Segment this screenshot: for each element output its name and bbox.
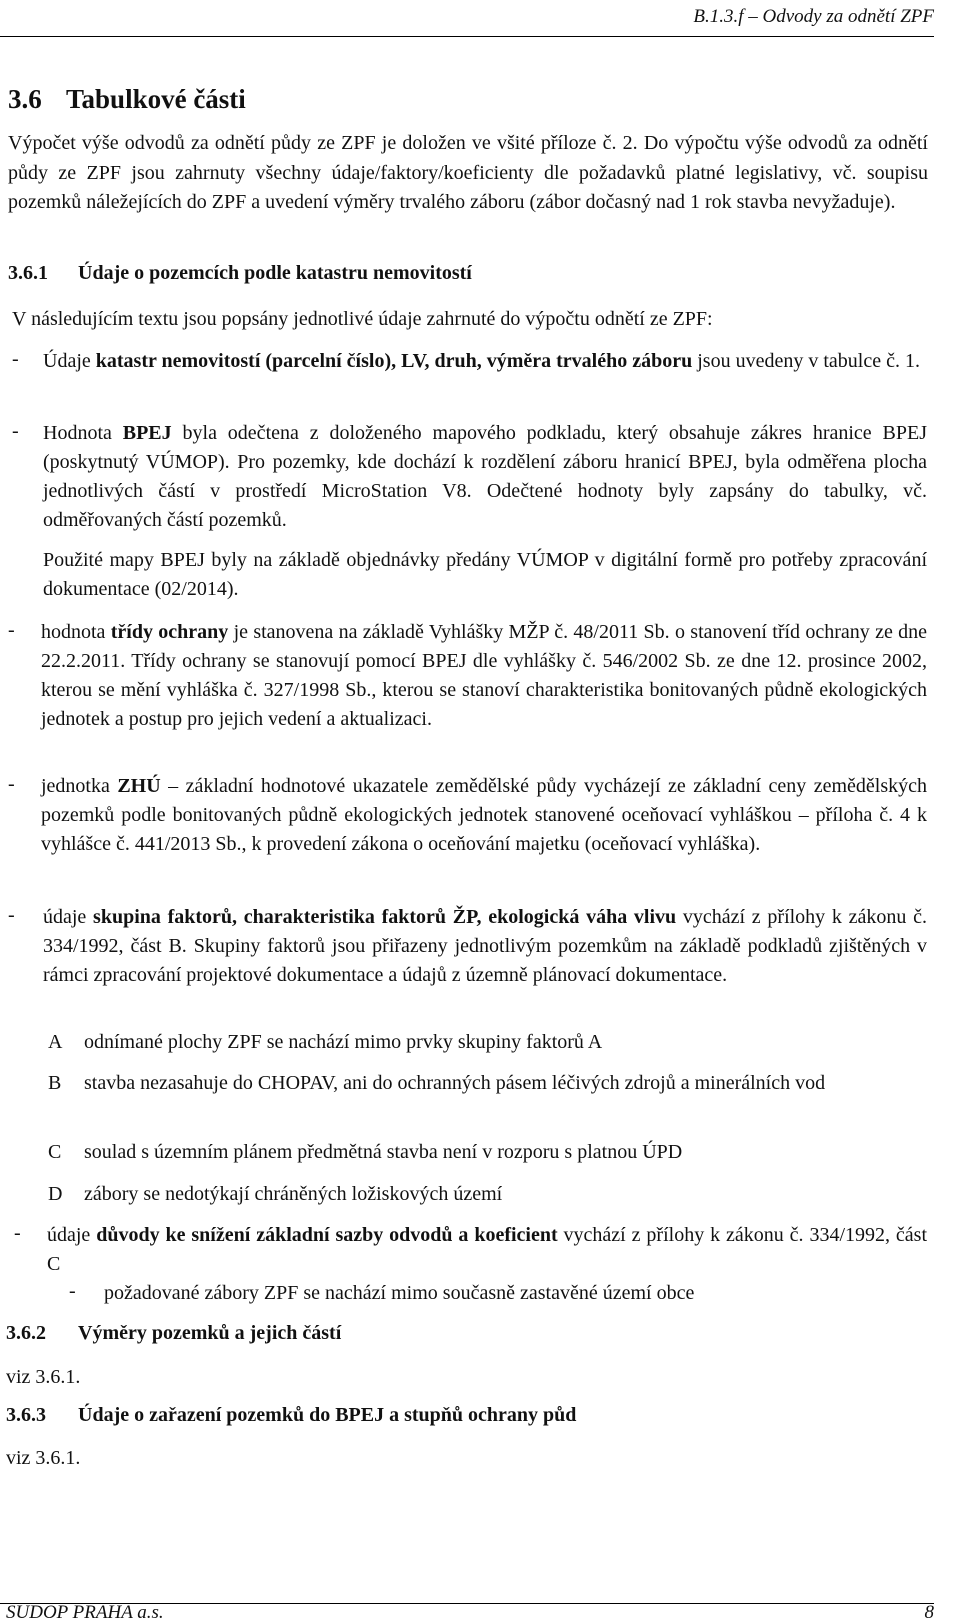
bullet-dash: - [8,773,15,795]
bullet-protection-class: hodnota třídy ochrany je stanovena na základě Vyhlášky MŽP č. 48/2011 Sb. o stanovení tříd ochrany ze dne 22.2.2011. Třídy ochrany se stanovují pomocí BPEJ dle vyhlášky č. 546/2002 Sb. ze dne 12. prosince 2002, kterou se mění vyhláška č. 327/1998 Sb., kterou se stanoví charakteristika bonitovaných půdně ekologických jednotek a postup pro jejich vedení a aktualizaci. [41,621,928,730]
bullet-dash: - [8,619,15,641]
factor-letter: C [48,1141,62,1163]
bullet-dash: - [14,1222,21,1244]
factor-text: stavba nezasahuje do CHOPAV, ani do ochranných pásem léčivých zdrojů a minerálních vod [84,1072,826,1094]
subsection-title: Údaje o pozemcích podle katastru nemovitostí [78,262,472,284]
bullet-bpej: Hodnota BPEJ byla odečtena z doloženého mapového podkladu, který obsahuje zákres hranice BPEJ (poskytnutý VÚMOP). Pro pozemky, kde dochází k rozdělení záboru hranicí BPEJ, byla odměřena plocha jednotlivých částí v prostředí MicroStation V8. Odečtené hodnoty byly zapsány do tabulky, vč. odměřovaných částí pozemků. [43,422,927,531]
subsection-title: Výměry pozemků a jejich částí [78,1322,342,1344]
section-number: 3.6 [8,84,42,114]
footer-page-number: 8 [924,1602,934,1623]
section-heading [8,84,246,115]
header-rule [0,36,934,37]
subsection-heading-3-6-2 [6,1322,341,1345]
subsection-number: 3.6.1 [8,262,48,284]
factor-text: zábory se nedotýkají chráněných ložiskových území [84,1183,503,1205]
factor-letter: A [48,1031,63,1053]
section-title: Tabulkové části [66,84,246,114]
bullet-cadastre: Údaje katastr nemovitostí (parcelní číslo), LV, druh, výměra trvalého záboru jsou uvedeny v tabulce č. 1. [43,350,920,372]
sub-bullet-reductions: požadované zábory ZPF se nachází mimo současně zastavěné území obce [104,1282,695,1304]
bullet-reductions: údaje důvody ke snížení základní sazby odvodů a koeficient vychází z přílohy k zákonu č. 334/1992, část C [47,1224,927,1275]
bullet-dash: - [12,420,19,442]
sub-bullet-dash: - [69,1280,76,1302]
bpej-note: Použité mapy BPEJ byly na základě objednávky předány VÚMOP v digitální formě pro potřeby zpracování dokumentace (02/2014). [43,549,927,600]
bullet-factors: údaje skupina faktorů, charakteristika faktorů ŽP, ekologická váha vlivu vychází z přílohy k zákonu č. 334/1992, část B. Skupiny faktorů jsou přiřazeny jednotlivým pozemkům na základě podkladů zjištěných v rámci zpracování projektové dokumentace a údajů z územně plánovací dokumentace. [43,906,927,986]
subsection-body: viz 3.6.1. [6,1447,81,1469]
bullet-dash: - [12,348,19,370]
bullet-dash: - [8,904,15,926]
subsection-number: 3.6.3 [6,1404,46,1426]
subsection-number: 3.6.2 [6,1322,46,1344]
subsection-body: viz 3.6.1. [6,1366,81,1388]
factor-letter: B [48,1072,62,1094]
footer-company: SUDOP PRAHA a.s. [6,1602,164,1623]
intro-paragraph: Výpočet výše odvodů za odnětí půdy ze ZPF je doložen ve všité příloze č. 2. Do výpočtu výše odvodů za odnětí půdy ze ZPF jsou zahrnuty všechny údaje/faktory/koeficienty dle požadavků platné legislativy, vč. soupisu pozemků náležejících do ZPF a uvedení výměry trvalého záboru (zábor dočasný nad 1 rok stavba nevyžaduje). [8,132,928,213]
running-header: B.1.3.f – Odvody za odnětí ZPF [693,6,934,27]
subsection-heading-3-6-1 [8,262,472,285]
factor-letter: D [48,1183,63,1205]
subsection-intro: V následujícím textu jsou popsány jednotlivé údaje zahrnuté do výpočtu odnětí ze ZPF: [12,308,713,330]
subsection-title: Údaje o zařazení pozemků do BPEJ a stupňů ochrany půd [78,1404,577,1426]
bullet-zhu: jednotka ZHÚ – základní hodnotové ukazatele zemědělské půdy vycházejí ze základní ceny zemědělských pozemků podle bonitovaných půdně ekologických jednotek stanovené oceňovací vyhláškou – příloha č. 4 k vyhlášce č. 441/2013 Sb., k provedení zákona o oceňování majetku (oceňovací vyhláška). [41,775,927,855]
subsection-heading-3-6-3 [6,1404,576,1427]
factor-text: odnímané plochy ZPF se nachází mimo prvky skupiny faktorů A [84,1031,603,1053]
factor-text: soulad s územním plánem předmětná stavba není v rozporu s platnou ÚPD [84,1141,683,1163]
